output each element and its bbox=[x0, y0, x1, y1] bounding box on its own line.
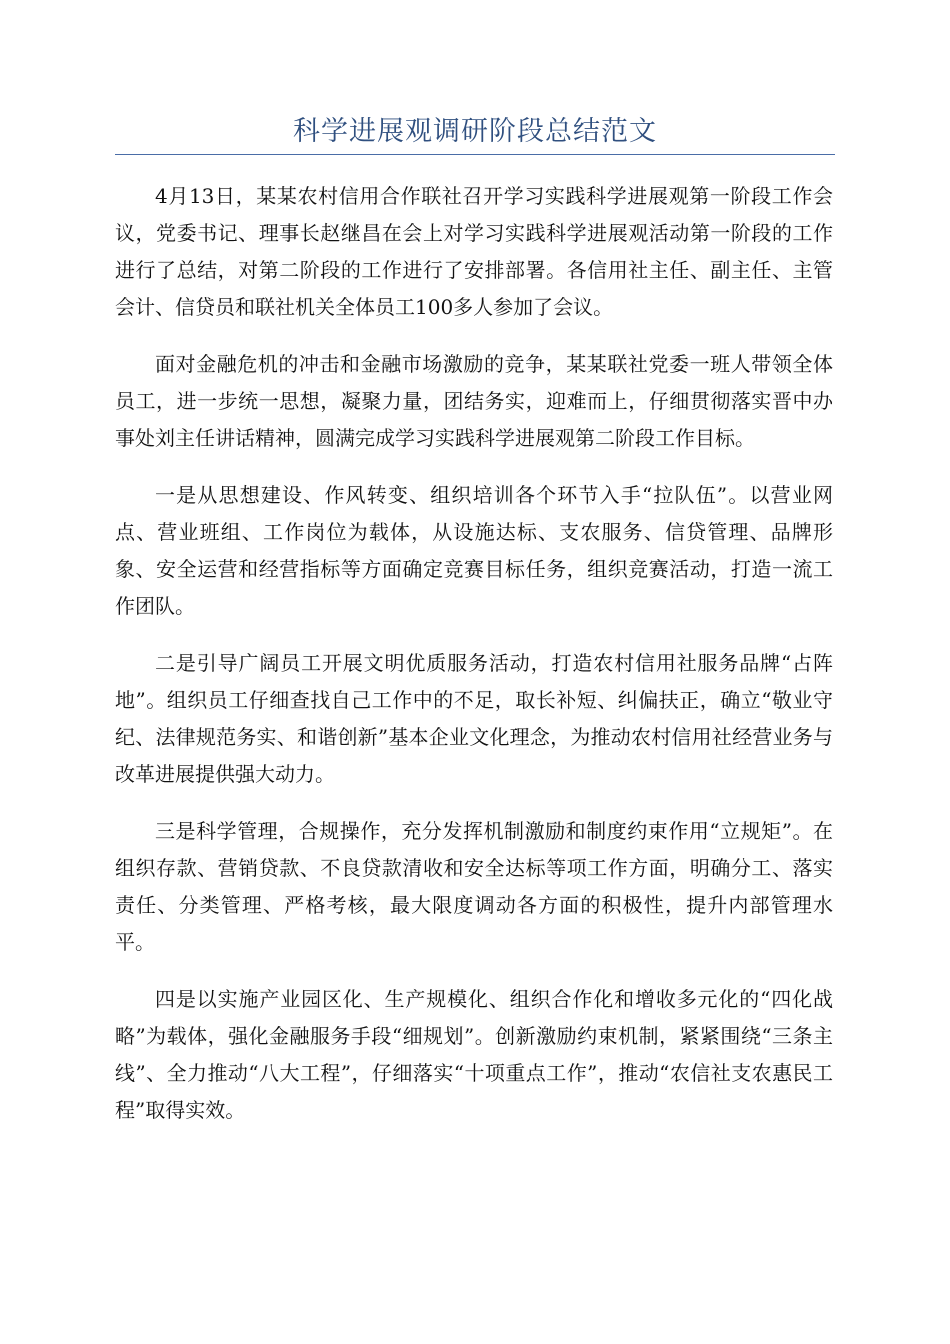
paragraph-4: 二是引导广阔员工开展文明优质服务活动，打造农村信用社服务品牌“占阵地”。组织员工仔细查找自己工作中的不足，取长补短、纠偏扶正，确立“敬业守纪、法律规范务实、和谐创新”基本企业文化理念，为推动农村信用社经营业务与改革进展提供强大动力。 bbox=[115, 651, 833, 786]
document-title: 科学进展观调研阶段总结范文 bbox=[293, 116, 657, 147]
paragraph-5: 三是科学管理，合规操作，充分发挥机制激励和制度约束作用“立规矩”。在组织存款、营销贷款、不良贷款清收和安全达标等项工作方面，明确分工、落实责任、分类管理、严格考核，最大限度调动各方面的积极性，提升内部管理水平。 bbox=[115, 819, 833, 954]
paragraph-1: 4月13日，某某农村信用合作联社召开学习实践科学进展观第一阶段工作会议，党委书记、理事长赵继昌在会上对学习实践科学进展观活动第一阶段的工作进行了总结，对第二阶段的工作进行了安排部署。各信用社主任、副主任、主管会计、信贷员和联社机关全体员工100多人参加了会议。 bbox=[115, 184, 833, 319]
paragraph-6: 四是以实施产业园区化、生产规模化、组织合作化和增收多元化的“四化战略”为载体，强化金融服务手段“细规划”。创新激励约束机制，紧紧围绕“三条主线”、全力推动“八大工程”，仔细落实“十项重点工作”，推动“农信社支农惠民工程”取得实效。 bbox=[115, 987, 833, 1122]
document-body bbox=[115, 178, 833, 1149]
title-underline bbox=[115, 154, 835, 155]
paragraph-3: 一是从思想建设、作风转变、组织培训各个环节入手“拉队伍”。以营业网点、营业班组、工作岗位为载体，从设施达标、支农服务、信贷管理、品牌形象、安全运营和经营指标等方面确定竞赛目标任务，组织竞赛活动，打造一流工作团队。 bbox=[115, 483, 833, 618]
paragraph-2: 面对金融危机的冲击和金融市场激励的竞争，某某联社党委一班人带领全体员工，进一步统一思想，凝聚力量，团结务实，迎难而上，仔细贯彻落实晋中办事处刘主任讲话精神，圆满完成学习实践科学进展观第二阶段工作目标。 bbox=[115, 352, 833, 450]
